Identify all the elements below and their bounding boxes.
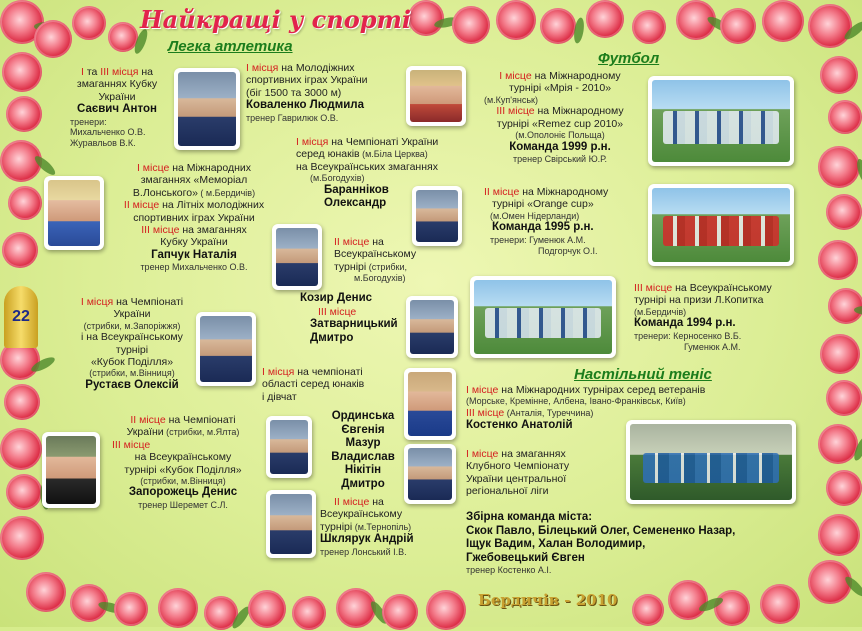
flower-decoration <box>828 100 862 134</box>
coach: тренери: Гуменюк А.М. <box>490 234 586 245</box>
page-number-badge <box>4 286 38 348</box>
photo-shklyaruk <box>266 490 316 558</box>
text: турнірі «Мрія - 2010» <box>508 82 612 95</box>
athlete-name: Мазур <box>345 437 381 450</box>
flower-decoration <box>632 594 664 626</box>
text: Кубку України <box>160 236 228 249</box>
flower-decoration <box>114 592 148 626</box>
text: (м.Омен Нідерланди) <box>490 210 580 221</box>
flower-decoration <box>760 584 800 624</box>
text: на Всеукраїнському <box>134 451 232 464</box>
photo-team-1994 <box>470 276 616 358</box>
text: (м.Богодухів) <box>310 173 365 184</box>
flower-decoration <box>292 596 326 630</box>
flower-decoration <box>820 56 858 94</box>
photo-team-1999 <box>648 76 794 166</box>
athlete-rustaev <box>62 296 202 393</box>
coach: Гуменюк А.М. <box>684 341 741 352</box>
athlete-zaporozhets <box>108 414 258 511</box>
text: (стрибки, м.Запоріжжя) <box>83 320 181 331</box>
rank: ІІІ місце <box>318 305 357 318</box>
text: та <box>83 66 101 78</box>
page-title: Найкращі у спорті <box>140 5 412 34</box>
rank: І місце <box>499 70 532 82</box>
text: на Міжнародних турнірах серед ветеранів <box>498 384 706 396</box>
athlete-savych <box>62 66 172 149</box>
text: області серед юнаків <box>262 378 365 391</box>
athlete-name: Євгенія <box>341 423 385 436</box>
athlete-name: Баранніков <box>324 183 389 196</box>
photo-hapchuk <box>44 176 104 250</box>
flower-decoration <box>452 6 490 44</box>
flower-decoration <box>6 474 42 510</box>
flower-decoration <box>0 428 42 470</box>
athlete-name: Рустаєв Олексій <box>85 379 179 392</box>
rank: ІІІ місце <box>141 223 180 236</box>
text: турнірі <box>334 260 367 273</box>
section-tennis-heading: Настільний теніс <box>574 366 712 383</box>
text: (м.Куп'янськ) <box>484 94 538 105</box>
text: (стрибки, м.Вінниця) <box>89 368 175 379</box>
flower-decoration <box>818 424 858 464</box>
athlete-name: Коваленко Людмила <box>246 99 364 112</box>
rank: І місце <box>466 448 499 460</box>
text: серед юнаків <box>296 148 360 161</box>
text: на змаганнях <box>498 448 566 460</box>
athlete-hapchuk <box>104 162 284 273</box>
flower-decoration <box>632 10 666 44</box>
tennis-team-members <box>466 511 766 576</box>
flower-decoration <box>818 146 860 188</box>
team-label: Збірна команда міста: <box>466 511 593 523</box>
athlete-name: Затварницький <box>310 317 398 330</box>
text: і на Всеукраїнському <box>81 331 183 344</box>
athlete-name: Козир Денис <box>300 292 373 304</box>
text: м.Богодухів) <box>354 273 406 284</box>
photo-zaporozhets <box>42 432 100 508</box>
team-members: Іщук Вадим, Халан Володимир, <box>466 538 646 551</box>
flower-decoration <box>818 240 858 280</box>
flower-decoration <box>808 4 852 48</box>
text: змаганнях «Меморіал <box>140 174 248 187</box>
flower-decoration <box>8 186 42 220</box>
photo-mazur <box>404 444 456 504</box>
photo-nikitin <box>266 416 312 478</box>
team-name: Команда 1999 р.н. <box>509 140 611 153</box>
athlete-regional-names <box>318 410 408 491</box>
rank: І місце <box>466 384 499 396</box>
text: на <box>369 236 384 248</box>
text: турнірі <box>115 343 149 356</box>
athlete-name: Нікітін <box>344 464 382 477</box>
text: регіональної ліги <box>466 485 549 498</box>
text: спортивних іграх України <box>133 211 255 224</box>
team-members: Гжебовецький Євген <box>466 551 585 564</box>
flower-decoration <box>2 232 38 268</box>
football-team-1999 <box>480 70 640 165</box>
athlete-kovalenko <box>246 62 406 123</box>
text: В.Лонського» <box>132 186 198 199</box>
flower-decoration <box>382 594 418 630</box>
flower-decoration <box>540 8 576 44</box>
flower-decoration <box>408 0 444 36</box>
text: (м.Тернопіль) <box>352 521 412 532</box>
flower-decoration <box>248 590 286 628</box>
coach: тренери: Керносенко В.Б. <box>634 330 742 341</box>
text: (стрибки, <box>366 261 407 272</box>
coach: тренер Свірський Ю.Р. <box>513 154 607 165</box>
tennis-team-club <box>466 448 626 498</box>
football-team-1994 <box>634 282 804 352</box>
photo-team-1995 <box>648 184 794 266</box>
text: на Чемпіонаті <box>165 414 236 426</box>
rank: ІІ місце <box>123 199 160 212</box>
athlete-name: Дмитро <box>341 477 385 490</box>
coach: тренер Лонський І.В. <box>320 546 407 557</box>
text: на Міжнародному <box>519 186 609 198</box>
photo-rustaev <box>196 312 256 386</box>
coach: Журавльов В.К. <box>70 137 136 148</box>
athlete-kozyr <box>334 236 444 284</box>
text: на Чемпіонаті <box>113 296 184 308</box>
flower-decoration <box>2 52 42 92</box>
text: (стрибки, м.Ялта) <box>163 427 240 438</box>
text: на змаганнях <box>179 223 247 236</box>
flower-decoration <box>158 588 198 628</box>
coach: тренери: <box>70 116 107 127</box>
flower-decoration <box>714 590 750 626</box>
team-name: Команда 1994 р.н. <box>634 317 736 330</box>
flower-decoration <box>496 0 536 40</box>
photo-kozyr <box>272 224 322 290</box>
rank: ІІ місце <box>484 186 520 198</box>
athlete-name: Шклярук Андрій <box>320 533 414 546</box>
text: на Літніх молодіжних <box>159 199 265 212</box>
coach: тренер Михальченко О.В. <box>140 262 248 273</box>
flower-decoration <box>4 384 40 420</box>
athlete-shklyaruk <box>320 496 460 557</box>
coach: тренер Шеремет С.Л. <box>138 500 228 511</box>
text: на Чемпіонаті України <box>328 136 439 148</box>
section-football-heading: Футбол <box>598 50 660 67</box>
coach: тренер Костенко А.І. <box>466 565 552 576</box>
rank: І місця <box>262 366 295 378</box>
athlete-name: Гапчук Наталія <box>151 248 237 261</box>
rank: ІІІ місце <box>496 105 535 118</box>
text: спортивних іграх України <box>246 74 368 87</box>
text: турнірі на призи Л.Копитка <box>634 294 764 307</box>
text: «Кубок Поділля» <box>90 356 174 369</box>
coach: тренер Гаврилюк О.В. <box>246 112 339 123</box>
text: і дівчат <box>262 390 297 403</box>
flower-decoration <box>826 194 862 230</box>
text: (біг 1500 та 3000 м) <box>246 86 342 99</box>
athlete-name: Костенко Анатолій <box>466 419 573 432</box>
flower-decoration <box>826 470 862 506</box>
flower-decoration <box>720 8 756 44</box>
rank: І місце <box>136 162 170 174</box>
flower-decoration <box>72 6 106 40</box>
rank: ІІ місце <box>334 496 370 508</box>
flower-decoration <box>668 580 708 620</box>
text: на Міжнародних <box>169 162 252 174</box>
flower-decoration <box>426 590 466 630</box>
rank: І <box>80 66 84 78</box>
rank: ІІІ місце <box>634 282 673 294</box>
rank: ІІІ місця <box>100 66 139 78</box>
text: (м.Бердичів) <box>634 306 687 317</box>
athlete-regional <box>262 366 412 403</box>
text: Всеукраїнському <box>320 508 403 521</box>
text: (м.Біла Церква) <box>359 149 428 160</box>
text: Всеукраїнському <box>334 248 417 261</box>
text: на Міжнародному <box>534 105 624 118</box>
rank: І місця <box>296 136 329 148</box>
flower-decoration <box>586 0 624 38</box>
text: на Всеукраїнських змаганнях <box>296 160 438 173</box>
photo-zatvarnytskyi <box>406 296 458 358</box>
text: (Анталія, Туреччина) <box>504 407 594 418</box>
flower-decoration <box>34 20 72 58</box>
text: на Міжнародному <box>531 70 621 82</box>
text: України центральної <box>466 472 567 485</box>
team-name: Команда 1995 р.н. <box>492 221 594 234</box>
flower-decoration <box>26 572 66 612</box>
athlete-zatvarnytskyi <box>300 292 410 345</box>
text: (Морське, Кремінне, Албена, Івано-Франківськ, Київ) <box>466 396 686 407</box>
text: Клубного Чемпіонату <box>466 460 570 473</box>
photo-savych <box>174 68 240 150</box>
rank: ІІІ місце <box>466 406 505 419</box>
text: на Всеукраїнському <box>672 282 772 294</box>
rank: ІІ місце <box>334 236 370 248</box>
rank: І місця <box>246 62 279 74</box>
flower-decoration <box>0 516 44 560</box>
flower-decoration <box>336 588 376 628</box>
coach: Михальченко О.В. <box>70 127 146 138</box>
text: на Молодіжних <box>278 62 355 74</box>
page-number: 22 <box>12 308 30 325</box>
coach: Подгорчук О.І. <box>538 245 598 256</box>
text: на <box>369 496 384 508</box>
text: на <box>138 66 154 78</box>
text: (стрибки, м.Вінниця) <box>140 475 226 486</box>
athlete-name: Дмитро <box>310 331 354 344</box>
footer-city-year: Бердичів - 2010 <box>478 591 618 609</box>
text: України <box>113 308 151 321</box>
text: турнірі «Кубок Поділля» <box>124 463 242 476</box>
flower-decoration <box>762 0 804 42</box>
flower-decoration <box>826 380 862 416</box>
athlete-name: Ординська <box>331 410 395 422</box>
football-team-1995 <box>484 186 644 256</box>
athlete-name: Олександр <box>324 197 387 210</box>
text: (м.Ополоніє Польща) <box>515 130 605 141</box>
section-athletics-heading: Легка атлетика <box>168 38 293 55</box>
text: на чемпіонаті <box>294 366 363 378</box>
text: турнірі «Remez cup 2010» <box>496 117 624 130</box>
flower-decoration <box>818 514 860 556</box>
photo-kovalenko <box>406 66 466 126</box>
athlete-name: Саєвич Антон <box>77 103 157 116</box>
text: ( м.Бердичів) <box>197 187 256 198</box>
rank: І місця <box>80 296 114 308</box>
flower-decoration <box>820 334 860 374</box>
photo-tennis-team <box>626 420 796 504</box>
athlete-name: Запорожець Денис <box>128 486 238 499</box>
text: змаганнях Кубку <box>76 78 158 91</box>
text: України <box>98 90 136 103</box>
text: турнірі <box>320 520 353 533</box>
photo-ordynska <box>404 368 456 440</box>
text: турнірі «Orange cup» <box>492 198 594 211</box>
athlete-name: Владислав <box>331 450 395 463</box>
text: України <box>126 426 164 439</box>
rank: ІІ місце <box>130 414 166 426</box>
flower-decoration <box>6 96 42 132</box>
rank: ІІІ місце <box>112 438 151 451</box>
team-members: Скок Павло, Білецький Олег, Семененко Назар, <box>466 524 736 537</box>
